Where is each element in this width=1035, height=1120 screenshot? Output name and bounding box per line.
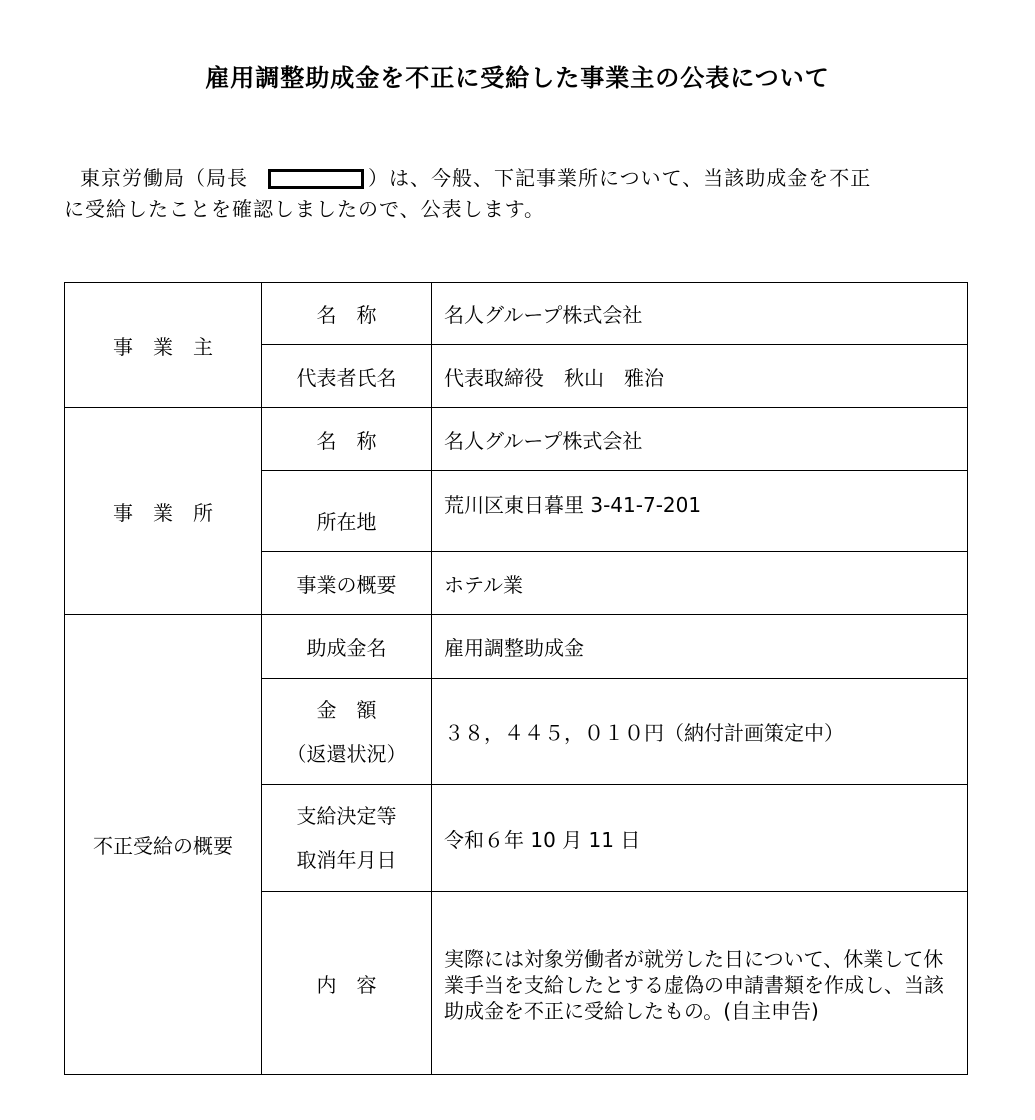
establishment-business-label: 事業の概要 — [262, 552, 432, 615]
intro-prefix: 東京労働局（局長 — [80, 166, 248, 190]
intro-line-2: に受給したことを確認しましたので、公表します。 — [64, 197, 545, 221]
subsidy-name-value: 雇用調整助成金 — [432, 615, 968, 679]
intro-redaction-close: ） — [368, 166, 389, 190]
decision-date-label — [262, 785, 432, 892]
employer-name-label: 名 称 — [262, 283, 432, 345]
amount-label-line-1: 金 額 — [316, 697, 377, 722]
employer-group-label: 事 業 主 — [65, 283, 262, 408]
decision-date-label-line-1: 支給決定等 — [296, 804, 397, 828]
establishment-group-label: 事 業 所 — [65, 408, 262, 615]
fraud-group-label: 不正受給の概要 — [65, 615, 262, 1075]
intro-line-1 — [64, 163, 974, 194]
content-label: 内 容 — [262, 892, 432, 1075]
content-value: 実際には対象労働者が就労した日について、休業して休業手当を支給したとする虚偽の申請書類を作成し、当該助成金を不正に受給したもの。(自主申告) — [444, 947, 944, 1023]
establishment-business-value: ホテル業 — [432, 552, 968, 615]
amount-value: ３８，４４５，０１０円（納付計画策定中） — [432, 679, 968, 785]
amount-label — [262, 679, 432, 785]
intro-line1-rest: は、今般、下記事業所について、当該助成金を不正 — [389, 166, 872, 190]
content-value-cell — [432, 892, 968, 1075]
employer-rep-label: 代表者氏名 — [262, 345, 432, 408]
decision-date-label-line-2: 取消年月日 — [296, 848, 397, 872]
table-row — [65, 408, 968, 471]
establishment-location-label: 所在地 — [262, 471, 432, 552]
subsidy-name-label: 助成金名 — [262, 615, 432, 679]
page-title: 雇用調整助成金を不正に受給した事業主の公表について — [205, 64, 830, 92]
decision-date-value: 令和６年 10 月 11 日 — [432, 785, 968, 892]
amount-label-line-2: （返還状況） — [286, 741, 407, 766]
table-row — [65, 283, 968, 345]
establishment-name-label: 名 称 — [262, 408, 432, 471]
employer-name-value: 名人グループ株式会社 — [432, 283, 968, 345]
intro-paragraph — [64, 163, 974, 225]
employer-rep-value: 代表取締役 秋山 雅治 — [432, 345, 968, 408]
table-row — [65, 615, 968, 679]
establishment-location-value: 荒川区東日暮里 3-41-7-201 — [432, 471, 968, 552]
disclosure-table — [64, 282, 968, 1075]
establishment-name-value: 名人グループ株式会社 — [432, 408, 968, 471]
redaction-box — [268, 169, 364, 189]
